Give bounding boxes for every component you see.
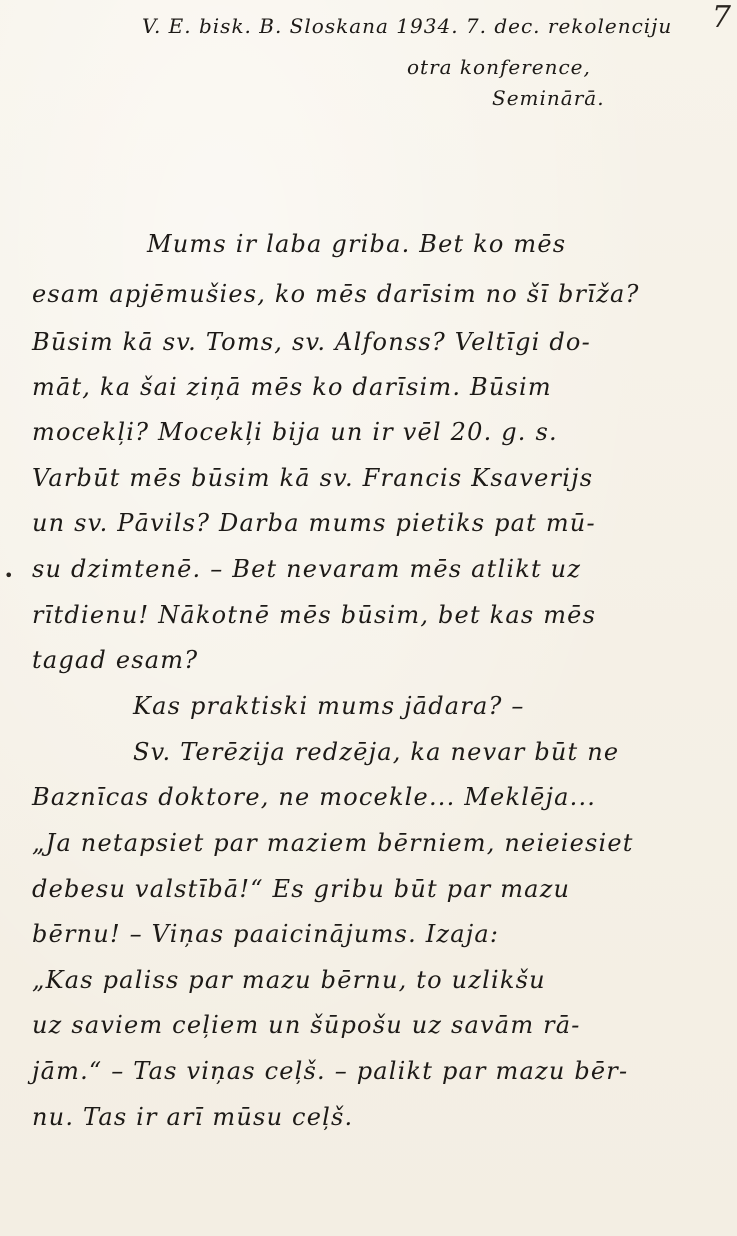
manuscript-line: un sv. Pāvils? Darba mums pietiks pat mū- (32, 509, 596, 537)
heading-line-2: otra konference, (407, 55, 591, 79)
manuscript-line: Sv. Terēzija redzēja, ka nevar būt ne (133, 738, 620, 766)
manuscript-line: Mums ir laba griba. Bet ko mēs (147, 230, 567, 258)
heading-line-3: Seminārā. (492, 86, 605, 110)
manuscript-line: bērnu! – Viņas paaicinājums. Izaja: (32, 920, 500, 948)
page-number: 7 (711, 0, 731, 35)
manuscript-line: mocekļi? Mocekļi bija un ir vēl 20. g. s. (32, 418, 558, 446)
manuscript-line: Baznīcas doktore, ne mocekle... Meklēja... (32, 783, 597, 811)
heading-line-1: V. E. bisk. B. Sloskana 1934. 7. dec. rekolenciju (142, 14, 673, 38)
manuscript-line: esam apjēmušies, ko mēs darīsim no šī brīža? (32, 280, 640, 308)
manuscript-line: su dzimtenē. – Bet nevaram mēs atlikt uz (32, 555, 582, 583)
manuscript-line: māt, ka šai ziņā mēs ko darīsim. Būsim (32, 373, 552, 401)
manuscript-line: Varbūt mēs būsim kā sv. Francis Ksaverijs (32, 464, 594, 492)
manuscript-line: „Ja netapsiet par maziem bērniem, neieiesiet (32, 829, 634, 857)
manuscript-line: jām.“ – Tas viņas ceļš. – palikt par mazu bēr- (32, 1057, 629, 1085)
manuscript-line: „Kas paliss par mazu bērnu, to uzlikšu (32, 966, 546, 994)
manuscript-line: debesu valstībā!“ Es gribu būt par mazu (32, 875, 571, 903)
manuscript-line: rītdienu! Nākotnē mēs būsim, bet kas mēs (32, 601, 597, 629)
manuscript-line: nu. Tas ir arī mūsu ceļš. (32, 1103, 354, 1131)
manuscript-line: Būsim kā sv. Toms, sv. Alfonss? Veltīgi do- (32, 328, 591, 356)
margin-dot-icon: • (4, 566, 14, 585)
manuscript-line: tagad esam? (32, 646, 199, 674)
manuscript-line: uz saviem ceļiem un šūpošu uz savām rā- (32, 1011, 581, 1039)
manuscript-line: Kas praktiski mums jādara? – (133, 692, 525, 720)
